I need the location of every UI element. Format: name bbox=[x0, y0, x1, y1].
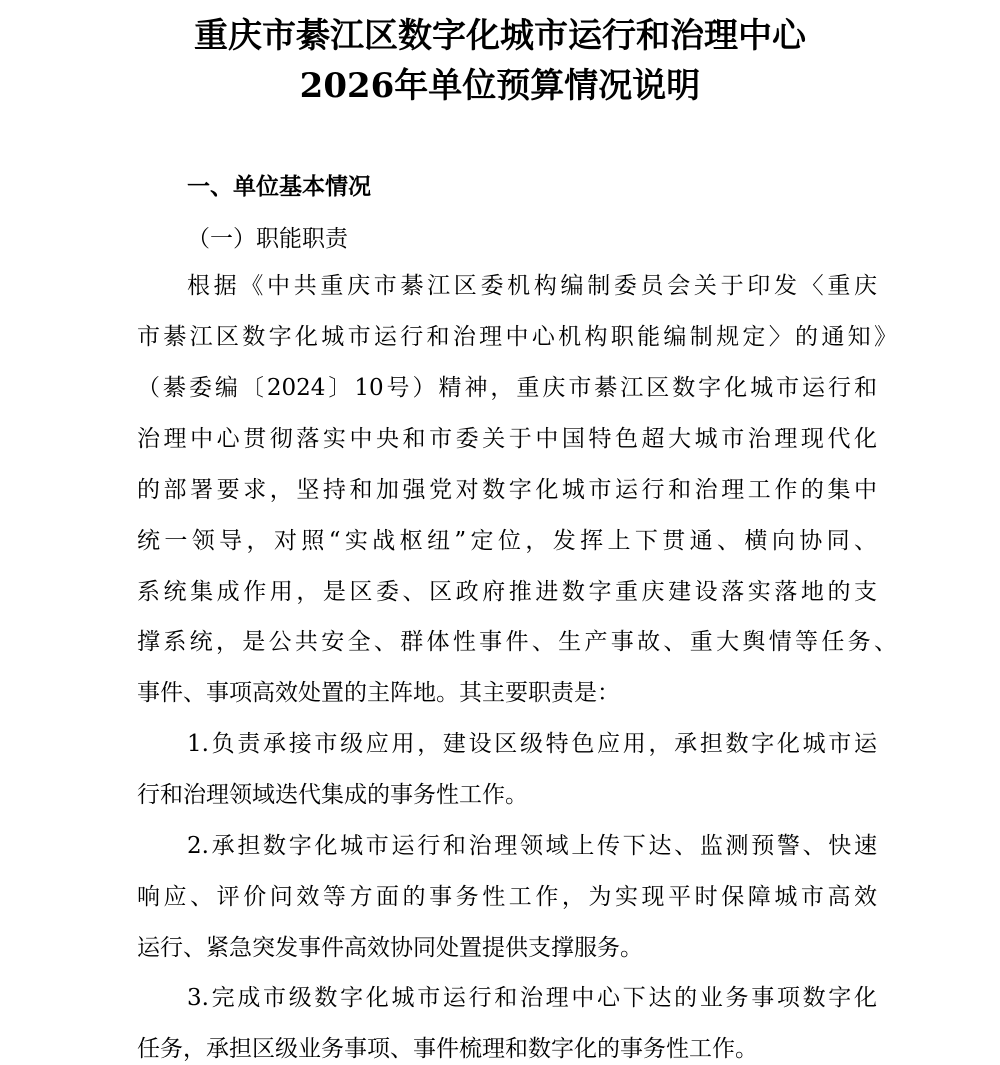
duty-line: 行和治理领域迭代集成的事务性工作。 bbox=[137, 782, 528, 808]
paragraph-line: 的部署要求，坚持和加强党对数字化城市运行和治理工作的集中 bbox=[137, 477, 877, 503]
paragraph-line: 市綦江区数字化城市运行和治理中心机构职能编制规定〉的通知》 bbox=[137, 324, 897, 350]
duty-line: 2.承担数字化城市运行和治理领域上传下达、监测预警、快速 bbox=[187, 833, 877, 859]
paragraph-line: （綦委编〔2024〕10号）精神，重庆市綦江区数字化城市运行和 bbox=[137, 375, 877, 401]
duty-line: 1.负责承接市级应用，建设区级特色应用，承担数字化城市运 bbox=[187, 731, 877, 757]
duty-line: 运行、紧急突发事件高效协同处置提供支撑服务。 bbox=[137, 935, 643, 961]
paragraph-line: 统一领导，对照“实战枢纽”定位，发挥上下贯通、横向协同、 bbox=[137, 528, 877, 554]
document-title-line-2: 2026年单位预算情况说明 bbox=[299, 66, 701, 106]
subsection-heading-functions: （一）职能职责 bbox=[187, 226, 348, 252]
paragraph-line: 根据《中共重庆市綦江区委机构编制委员会关于印发〈重庆 bbox=[187, 273, 877, 299]
paragraph-line: 治理中心贯彻落实中央和市委关于中国特色超大城市治理现代化 bbox=[137, 426, 877, 452]
paragraph-line: 事件、事项高效处置的主阵地。其主要职责是： bbox=[137, 680, 620, 706]
paragraph-line: 撑系统，是公共安全、群体性事件、生产事故、重大舆情等任务、 bbox=[137, 629, 897, 655]
section-heading-basic-info: 一、单位基本情况 bbox=[187, 174, 371, 200]
duty-line: 任务，承担区级业务事项、事件梳理和数字化的事务性工作。 bbox=[137, 1036, 758, 1062]
paragraph-line: 系统集成作用，是区委、区政府推进数字重庆建设落实落地的支 bbox=[137, 579, 877, 605]
duty-line: 3.完成市级数字化城市运行和治理中心下达的业务事项数字化 bbox=[187, 985, 877, 1011]
duty-line: 响应、评价问效等方面的事务性工作，为实现平时保障城市高效 bbox=[137, 884, 877, 910]
document-title-line-1: 重庆市綦江区数字化城市运行和治理中心 bbox=[194, 16, 806, 56]
